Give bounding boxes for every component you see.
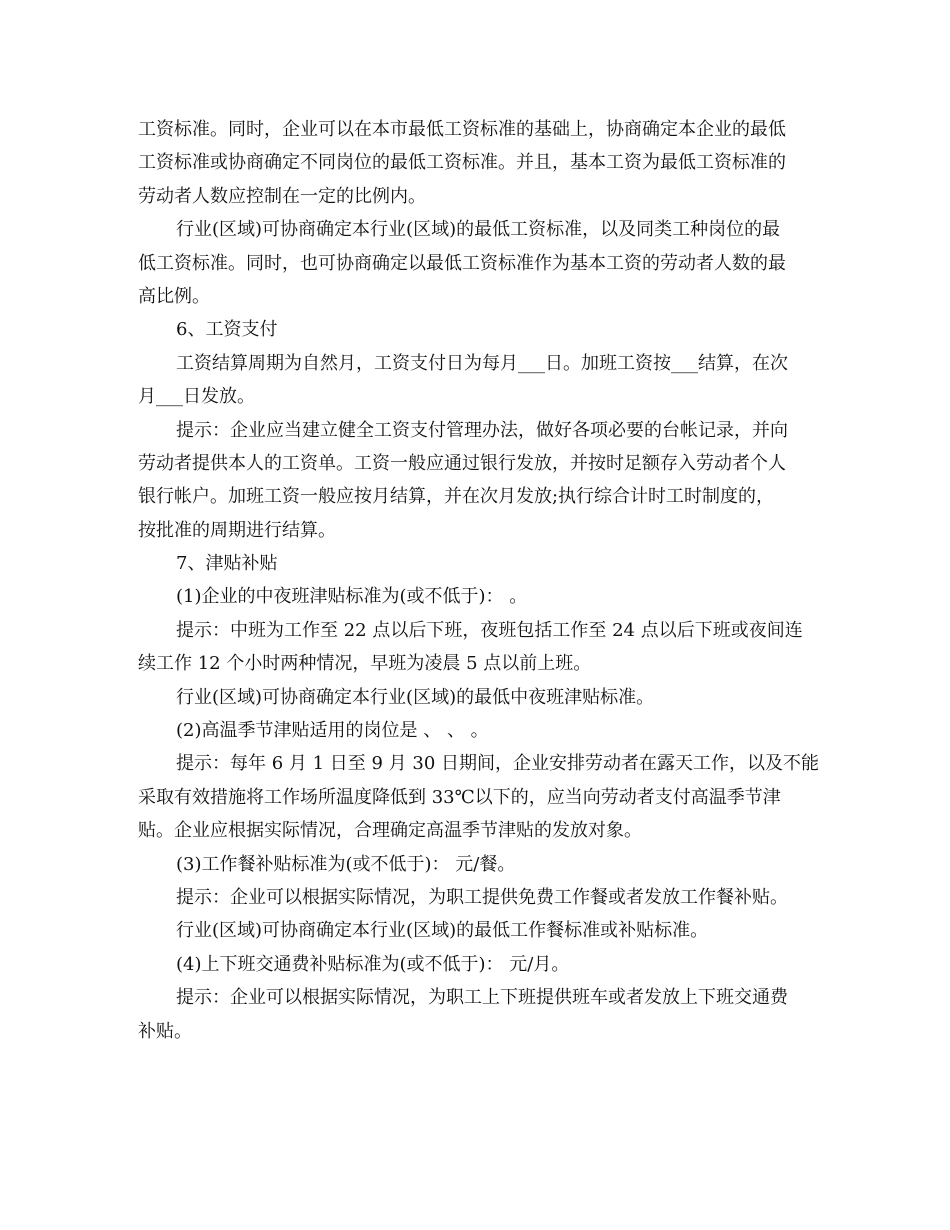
text-line: 高比例。 — [138, 285, 210, 307]
text-line: 按批准的周期进行结算。 — [138, 519, 336, 541]
text-line: 行业(区域)可协商确定本行业(区域)的最低中夜班津贴标准。 — [176, 686, 655, 708]
text-line: 补贴。 — [138, 1020, 192, 1042]
text-line: 低工资标准。同时，也可协商确定以最低工资标准作为基本工资的劳动者人数的最 — [138, 252, 786, 274]
text-line: 提示：每年 6 月 1 日至 9 月 30 日期间，企业安排劳动者在露天工作，以及不能 — [176, 753, 820, 775]
text-line: 劳动者人数应控制在一定的比例内。 — [138, 185, 426, 207]
text-line: (2)高温季节津贴适用的岗位是 、 、 。 — [176, 720, 489, 742]
text-line: (3)工作餐补贴标准为(或不低于)： 元/餐。 — [176, 853, 516, 875]
text-line: 劳动者提供本人的工资单。工资一般应通过银行发放，并按时足额存入劳动者个人 — [138, 452, 786, 474]
text-line: 贴。企业应根据实际情况，合理确定高温季节津贴的发放对象。 — [138, 820, 642, 842]
text-line: (4)上下班交通费补贴标准为(或不低于)： 元/月。 — [176, 953, 570, 975]
text-line: 行业(区域)可协商确定本行业(区域)的最低工资标准，以及同类工种岗位的最 — [176, 219, 781, 241]
document-body — [138, 113, 818, 1048]
text-line: 行业(区域)可协商确定本行业(区域)的最低工作餐标准或补贴标准。 — [176, 920, 709, 942]
text-line: 提示：企业可以根据实际情况，为职工上下班提供班车或者发放上下班交通费 — [176, 987, 788, 1009]
text-line: 银行帐户。加班工资一般应按月结算，并在次月发放;执行综合计时工时制度的， — [138, 486, 775, 508]
text-line: 采取有效措施将工作场所温度降低到 33℃以下的，应当向劳动者支付高温季节津 — [138, 786, 781, 808]
text-line: 提示：中班为工作至 22 点以后下班，夜班包括工作至 24 点以后下班或夜间连 — [176, 619, 803, 641]
text-line: 6、工资支付 — [176, 319, 278, 341]
text-line: 续工作 12 个小时两种情况，早班为凌晨 5 点以前上班。 — [138, 653, 592, 675]
text-line: 工资标准或协商确定不同岗位的最低工资标准。并且，基本工资为最低工资标准的 — [138, 152, 786, 174]
text-line: 工资标准。同时，企业可以在本市最低工资标准的基础上，协商确定本企业的最低 — [138, 119, 786, 140]
text-line: (1)企业的中夜班津贴标准为(或不低于)： 。 — [176, 586, 528, 608]
text-line: 7、津贴补贴 — [176, 553, 278, 575]
text-line: 工资结算周期为自然月，工资支付日为每月___日。加班工资按___结算，在次 — [176, 352, 788, 374]
text-line: 提示：企业应当建立健全工资支付管理办法，做好各项必要的台帐记录，并向 — [176, 419, 788, 441]
text-line: 提示：企业可以根据实际情况，为职工提供免费工作餐或者发放工作餐补贴。 — [176, 886, 788, 908]
text-line: 月___日发放。 — [138, 386, 255, 408]
